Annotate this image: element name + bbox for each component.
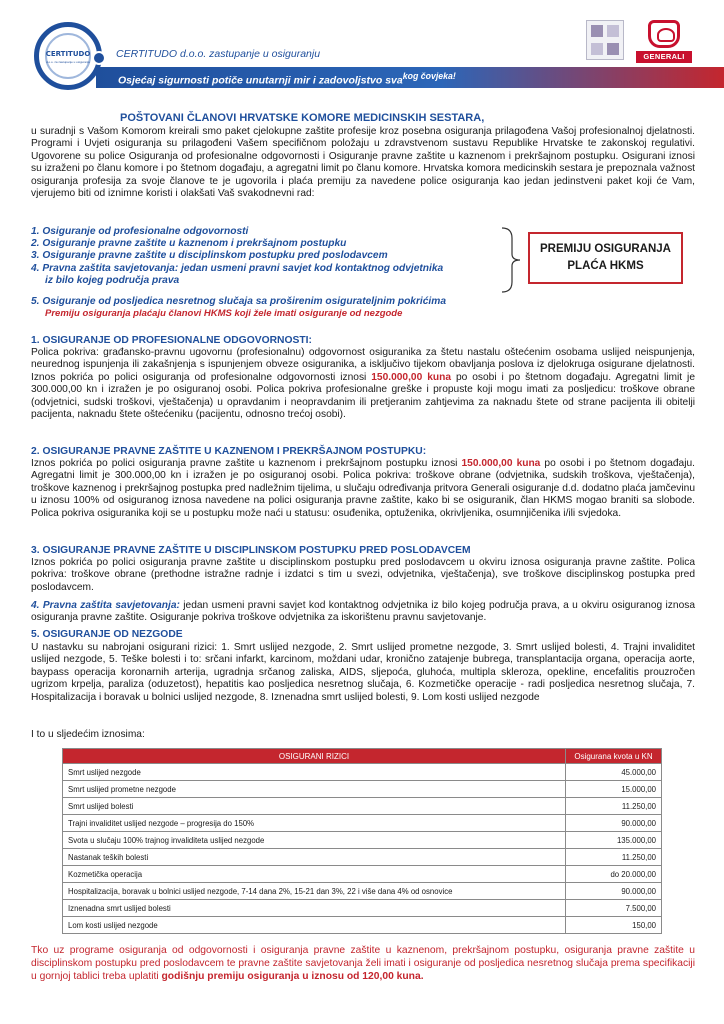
premium-line-1: PREMIJU OSIGURANJA: [540, 243, 671, 255]
section-3-text: Iznos pokrića po polici osiguranja pravne zaštite u disciplinskom postupku pred poslodavcem u okviru iznosa osiguranja pravne zaštite. Polica pokriva: troškove obrane (prethodne istražne radnje i izdatci s tim u svezi, odvjetnika, vještačenja), sve troškove disciplinskog postupka pred poslodavcem.: [31, 557, 695, 593]
table-header-amount: Osigurana kvota u KN: [566, 749, 662, 764]
logo-name: CERTITUDO: [45, 50, 91, 58]
section-2-text-b: po osobi i po štetnom događaju. Agregatni limit je 300.000,00 kn i izražen je po osiguranoj osobi. Polica pokriva: troškove obrane (odvjetnika, sudskih troškova, vještačenja), troškove kaznenog i prekršajnog postupka pred nadležnim tijelima, u slučaju određivanja pritvora Generali osiguranje d.d. dodatno plaća jamčevinu u iznosu 100% od osiguranog iznosa navedene na polici osiguranja pravne zaštite, kako bi se osiguranik, član HKMS mogao braniti sa slobode. Polica pokriva osiguranika koji se u postupku može naći u statusu: osuđenika, optuženika, okrivljenika, osumnjičenika i/ili svjedoka.: [31, 458, 695, 519]
section-4-body: jedan usmeni pravni savjet kod kontaktnog odvjetnika iz bilo kojeg područja prava, a u okviru osiguranog iznosa osiguranja pravne zaštite. Osiguranje pokriva troškove odvjetnika za iskorištenu pravnu savjetovanje.: [31, 600, 695, 624]
lion-icon: [648, 20, 680, 48]
risk-cell: Kozmetička operacija: [63, 866, 566, 883]
risk-cell: Iznenadna smrt uslijed bolesti: [63, 900, 566, 917]
table-row: [63, 900, 662, 917]
motto-part-b: kog čovjeka!: [402, 71, 456, 81]
risk-cell: Hospitalizacija, boravak u bolnici uslijed nezgode, 7-14 dana 2%, 15-21 dan 3%, 22 i više dana 4% od osnovice: [63, 883, 566, 900]
amount-cell: 150,00: [566, 917, 662, 934]
section-4-label: 4. Pravna zaštita savjetovanja:: [31, 600, 180, 611]
section-2-heading: 2. OSIGURANJE PRAVNE ZAŠTITE U KAZNENOM I PREKRŠAJNOM POSTUPKU:: [31, 446, 427, 457]
section-4-text: [31, 600, 695, 625]
section-2-text: [31, 458, 695, 520]
amount-cell: 135.000,00: [566, 832, 662, 849]
amounts-intro: I to u sljedećim iznosima:: [31, 729, 145, 740]
company-name: CERTITUDO d.o.o. zastupanje u osiguranju: [116, 48, 321, 60]
section-1-text: [31, 347, 695, 421]
footer-premium: godišnju premiju osiguranja u iznosu od 120,00 kuna.: [161, 971, 424, 982]
section-5-text: U nastavku su nabrojani osigurani rizici: 1. Smrt uslijed nezgode, 2. Smrt uslijed prometne nezgode, 3. Smrt uslijed bolesti, 4. Trajni invaliditet uslijed nezgode, 5. Teške bolesti i to: srčani infarkt, karcinom, moždani udar, kronično zatajenje bubrega, transplantacija organa, operacija aorte, baypass operacija koronarnih arterija, ugradnja srčanog zaliska, AIDS, sljepoća, gluhoća, multipla skleroza, opekline, encefalitis prouzročen ugrizom krpelja, paraliza (oduzetost), hepatitis kao posljedica nesretnog slučaja, 6. Kozmetičke operacije - radi posljedica nesretnog slučaja, 7. Hospitalizacija i boravak u bolnici uslijed nezgode, 8. Iznenadna smrt uslijed bolesti, 9. Lom kosti uslijed nezgode: [31, 642, 695, 703]
section-2-amount: 150.000,00 kuna: [461, 458, 541, 469]
risk-cell: Nastanak teških bolesti: [63, 849, 566, 866]
table-row: [63, 849, 662, 866]
table-row: [63, 883, 662, 900]
list-item: 3. Osiguranje pravne zaštite u disciplinskom postupku pred poslodavcem: [31, 250, 388, 262]
amount-cell: 7.500,00: [566, 900, 662, 917]
list-item: 2. Osiguranje pravne zaštite u kaznenom i prekršajnom postupku: [31, 238, 347, 250]
page-header: [0, 0, 724, 100]
table-header-risk: OSIGURANI RIZICI: [63, 749, 566, 764]
risk-cell: Trajni invaliditet uslijed nezgode – progresija do 150%: [63, 815, 566, 832]
premium-line-2: PLAĆA HKMS: [567, 260, 644, 272]
generali-wordmark: GENERALI: [636, 51, 692, 63]
table-header-row: [63, 749, 662, 764]
risk-cell: Svota u slučaju 100% trajnog invaliditeta uslijed nezgode: [63, 832, 566, 849]
table-row: [63, 815, 662, 832]
risk-cell: Smrt uslijed bolesti: [63, 798, 566, 815]
intro-paragraph: u suradnji s Vašom Komorom kreirali smo paket cjelokupne zaštite profesije kroz posebna osiguranja prilagođena Vašoj profesionalnoj djelatnosti. Programi i Uvjeti osiguranja su prilagođeni Vašem specifičnom položaju u zdravstvenom sustavu Republike Hrvatske te zakonskoj regulativi. Ugovorene su police Osiguranja od profesionalne odgovornosti i Osiguranje pravne zaštite u kaznenom i prekršajnom postupku. Osigurani iznosi su izraženi po članu komore i po štetnom događaju, a agregatni limit po članu komore. Hrvatska komora medicinskih sestara je prepoznala važnost osiguranja profesija za svoje članove te je ugovorila i plaća premiju za navedene police osiguranja kao jedan jedinstveni paket koji će Vam, vjerujemo biti od iznimne koristi i olakšati Vaš svakodnevni rad:: [31, 126, 695, 200]
hkms-logo-tile: [591, 25, 603, 37]
section-2-text-a: Iznos pokrića po polici osiguranja pravne zaštite u kaznenom i prekršajnom postupku iznosi: [31, 458, 462, 469]
section-1-heading: 1. OSIGURANJE OD PROFESIONALNE ODGOVORNOSTI:: [31, 335, 312, 346]
page-title: POŠTOVANI ČLANOVI HRVATSKE KOMORE MEDICINSKIH SESTARA,: [120, 112, 485, 124]
hkms-logo-tile: [607, 43, 619, 55]
risk-cell: Smrt uslijed nezgode: [63, 764, 566, 781]
hkms-logo-tile: [591, 43, 603, 55]
amount-cell: 15.000,00: [566, 781, 662, 798]
section-1-amount: 150.000,00 kuna: [371, 371, 451, 383]
risk-cell: Lom kosti uslijed nezgode: [63, 917, 566, 934]
motto-part-a: Osjećaj sigurnosti potiče unutarnji mir i zadovoljstvo sva: [118, 74, 403, 87]
amount-cell: 45.000,00: [566, 764, 662, 781]
list-item-continuation: iz bilo kojeg područja prava: [45, 274, 180, 286]
table-row: [63, 866, 662, 883]
footer-text: Tko uz programe osiguranja od odgovornosti i osiguranja pravne zaštite u kaznenom, prekršajnom postupku, osiguranja pravne zaštite u disciplinskom postupku pred poslodavcem te pravne zaštite savjetovanja želi imati i osiguranje od posljedica nesretnog slučaja prema specifikaciji u gornjoj tablici treba uplatiti: [31, 945, 695, 982]
hkms-logo-tile: [607, 25, 619, 37]
table-row: [63, 798, 662, 815]
risks-table: [62, 748, 662, 934]
coverage-list: [31, 226, 443, 287]
list-item: 4. Pravna zaštita savjetovanja: jedan usmeni pravni savjet kod kontaktnog odvjetnika: [31, 262, 444, 274]
premium-box: [528, 232, 683, 284]
amount-cell: 11.250,00: [566, 798, 662, 815]
amount-cell: 11.250,00: [566, 849, 662, 866]
section-1-text-b: po osobi i po štetnom događaju. Agregatni limit je 300.000,00 kn i izražen je po osiguranoj osobi. Polica pokriva profesionalne greške i propuste koji mogu imati za posljedicu: troškove obrane (odvjetnici, sudski troškovi, vještačenja) u opravdanim i neopravdanim ili pretjeranim zahtjevima za naknadu štete od strane pacijenta ili obitelji pacijenta, naknadu štete oštećeniku (pacijentu, odnosno trećoj osobi).: [31, 371, 695, 421]
table-row: [63, 781, 662, 798]
section-5-heading: 5. OSIGURANJE OD NEZGODE: [31, 629, 183, 640]
list-note: Premiju osiguranja plaćaju članovi HKMS koji žele imati osiguranje od nezgode: [45, 308, 403, 319]
hkms-logo: [586, 20, 624, 60]
risk-cell: Smrt uslijed prometne nezgode: [63, 781, 566, 798]
logo-subtitle: d.o.o. za zastupanje u osiguranju: [45, 60, 91, 64]
amount-cell: 90.000,00: [566, 883, 662, 900]
table-row: [63, 832, 662, 849]
generali-logo: [636, 20, 692, 64]
brace-icon: [500, 226, 522, 294]
certitudo-logo: [34, 22, 102, 90]
footer-note: [31, 944, 695, 983]
list-item: 1. Osiguranje od profesionalne odgovornosti: [31, 226, 249, 237]
motto: [118, 71, 456, 87]
list-item-5: 5. Osiguranje od posljedica nesretnog slučaja sa proširenim osigurateljnim pokrićima: [31, 296, 446, 307]
section-3-heading: 3. OSIGURANJE PRAVNE ZAŠTITE U DISCIPLINSKOM POSTUPKU PRED POSLODAVCEM: [31, 545, 471, 556]
amount-cell: 90.000,00: [566, 815, 662, 832]
section-1-text-a: Polica pokriva: građansko-pravnu ugovornu (profesionalnu) odgovornost osiguranika za štetu nastalu oštećenim osobama uslijed neispunjenja, neurednog ispunjenja ili zakašnjenja s ispunjenjem obveze osiguranika, a isključivo tijekom obavljanja poslova iz djelokruga osigurane djelatnosti. Iznos pokrića po polici osiguranja od profesionalne odgovornosti iznosi: [31, 347, 695, 383]
amount-cell: do 20.000,00: [566, 866, 662, 883]
table-row: [63, 764, 662, 781]
logo-dot-icon: [92, 51, 106, 65]
table-row: [63, 917, 662, 934]
